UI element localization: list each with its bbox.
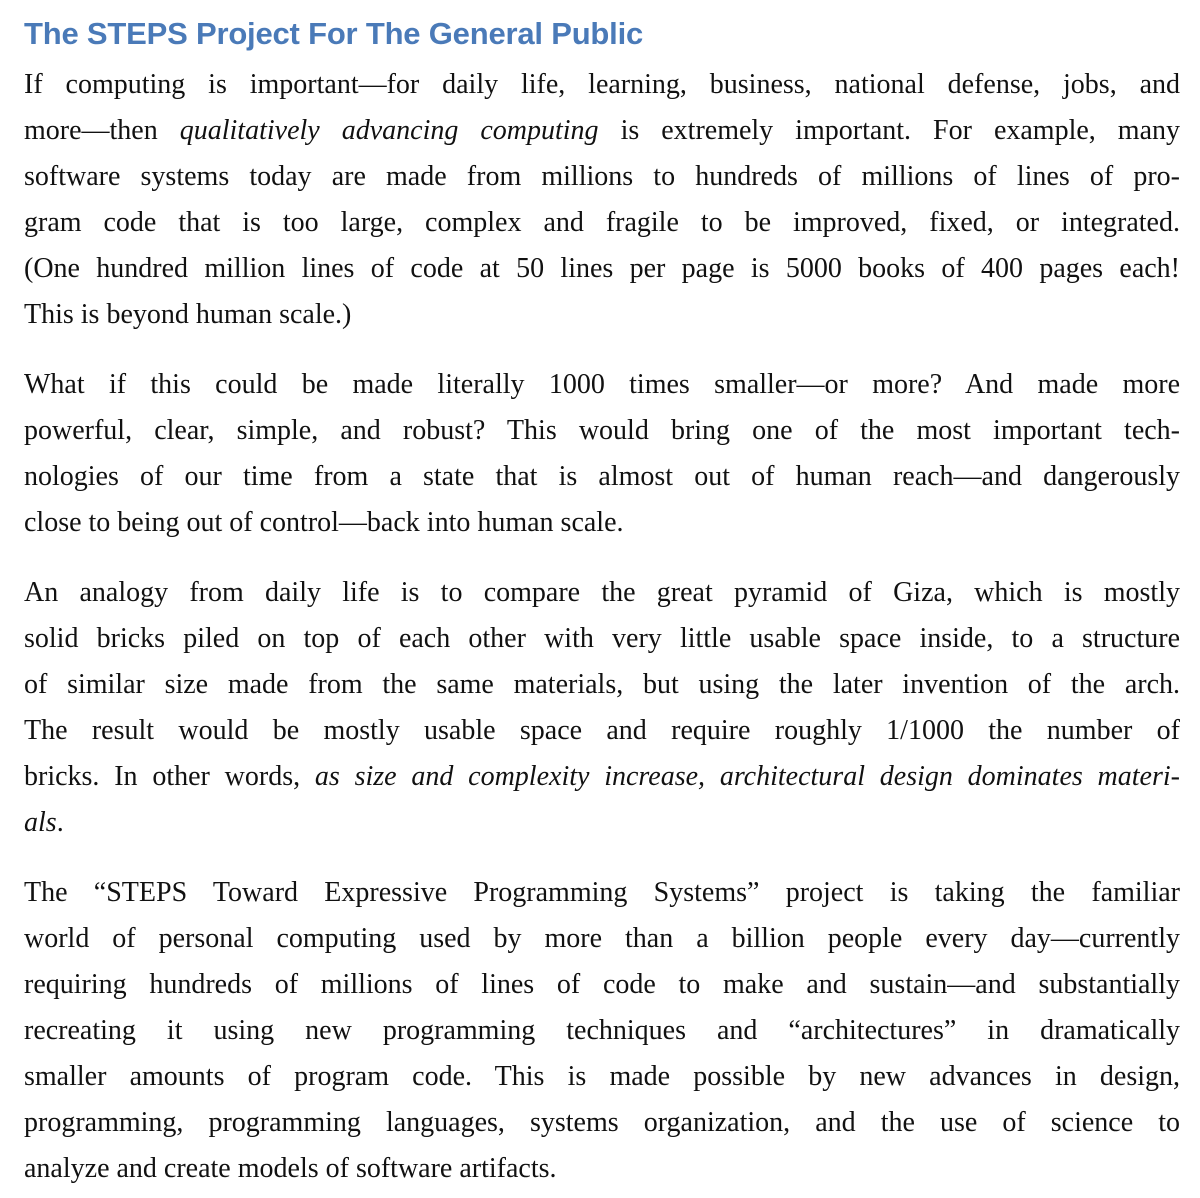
paragraph-line: gram code that is too large, complex and fragile to be improved, fixed, or integrated.: [24, 207, 1180, 238]
paragraph-line: The “STEPS Toward Expressive Programming Systems” project is taking the familiar: [24, 877, 1180, 908]
emphasis-text: als: [24, 807, 57, 838]
paragraph-intro: [24, 62, 1180, 338]
emphasis-text: as size and complexity increase, architectural design dominates materi-: [314, 761, 1180, 792]
paragraph-line: An analogy from daily life is to compare the great pyramid of Giza, which is mostly: [24, 577, 1180, 608]
emphasis-text: qualitatively advancing computing: [179, 115, 599, 146]
paragraph-line: close to being out of control—back into human scale.: [24, 507, 624, 538]
paragraph-line: This is beyond human scale.): [24, 299, 352, 330]
paragraph-line: nologies of our time from a state that is almost out of human reach—and dangerously: [24, 461, 1180, 492]
paragraph-line: recreating it using new programming techniques and “architectures” in dramatically: [24, 1015, 1180, 1046]
paragraph-line: If computing is important—for daily life, learning, business, national defense, jobs, and: [24, 69, 1180, 100]
paragraph-line: solid bricks piled on top of each other with very little usable space inside, to a structure: [24, 623, 1180, 654]
document-title: The STEPS Project For The General Public: [24, 16, 644, 51]
paragraph-analogy: [24, 570, 1180, 846]
paragraph-line: of similar size made from the same materials, but using the later invention of the arch.: [24, 669, 1180, 700]
paragraph-smaller: [24, 362, 1180, 546]
paragraph-steps: [24, 870, 1180, 1192]
paragraph-line: software systems today are made from millions to hundreds of millions of lines of pro-: [24, 161, 1180, 192]
paragraph-line: bricks. In other words, as size and complexity increase, architectural design dominates materi-: [24, 761, 1180, 792]
paragraph-line: programming, programming languages, systems organization, and the use of science to: [24, 1107, 1180, 1138]
paragraph-line: smaller amounts of program code. This is made possible by new advances in design,: [24, 1061, 1180, 1092]
paragraph-line: more—then qualitatively advancing computing is extremely important. For example, many: [24, 115, 1180, 146]
paragraph-line: What if this could be made literally 1000 times smaller—or more? And made more: [24, 369, 1180, 400]
paragraph-line: als.: [24, 807, 64, 838]
paragraph-line: world of personal computing used by more than a billion people every day—currently: [24, 923, 1180, 954]
document-page: [24, 0, 1180, 1192]
paragraph-line: (One hundred million lines of code at 50 lines per page is 5000 books of 400 pages each!: [24, 253, 1180, 284]
paragraph-line: powerful, clear, simple, and robust? This would bring one of the most important tech-: [24, 415, 1180, 446]
paragraph-line: The result would be mostly usable space and require roughly 1/1000 the number of: [24, 715, 1180, 746]
paragraph-line: analyze and create models of software artifacts.: [24, 1153, 557, 1184]
paragraph-line: requiring hundreds of millions of lines of code to make and sustain—and substantially: [24, 969, 1180, 1000]
